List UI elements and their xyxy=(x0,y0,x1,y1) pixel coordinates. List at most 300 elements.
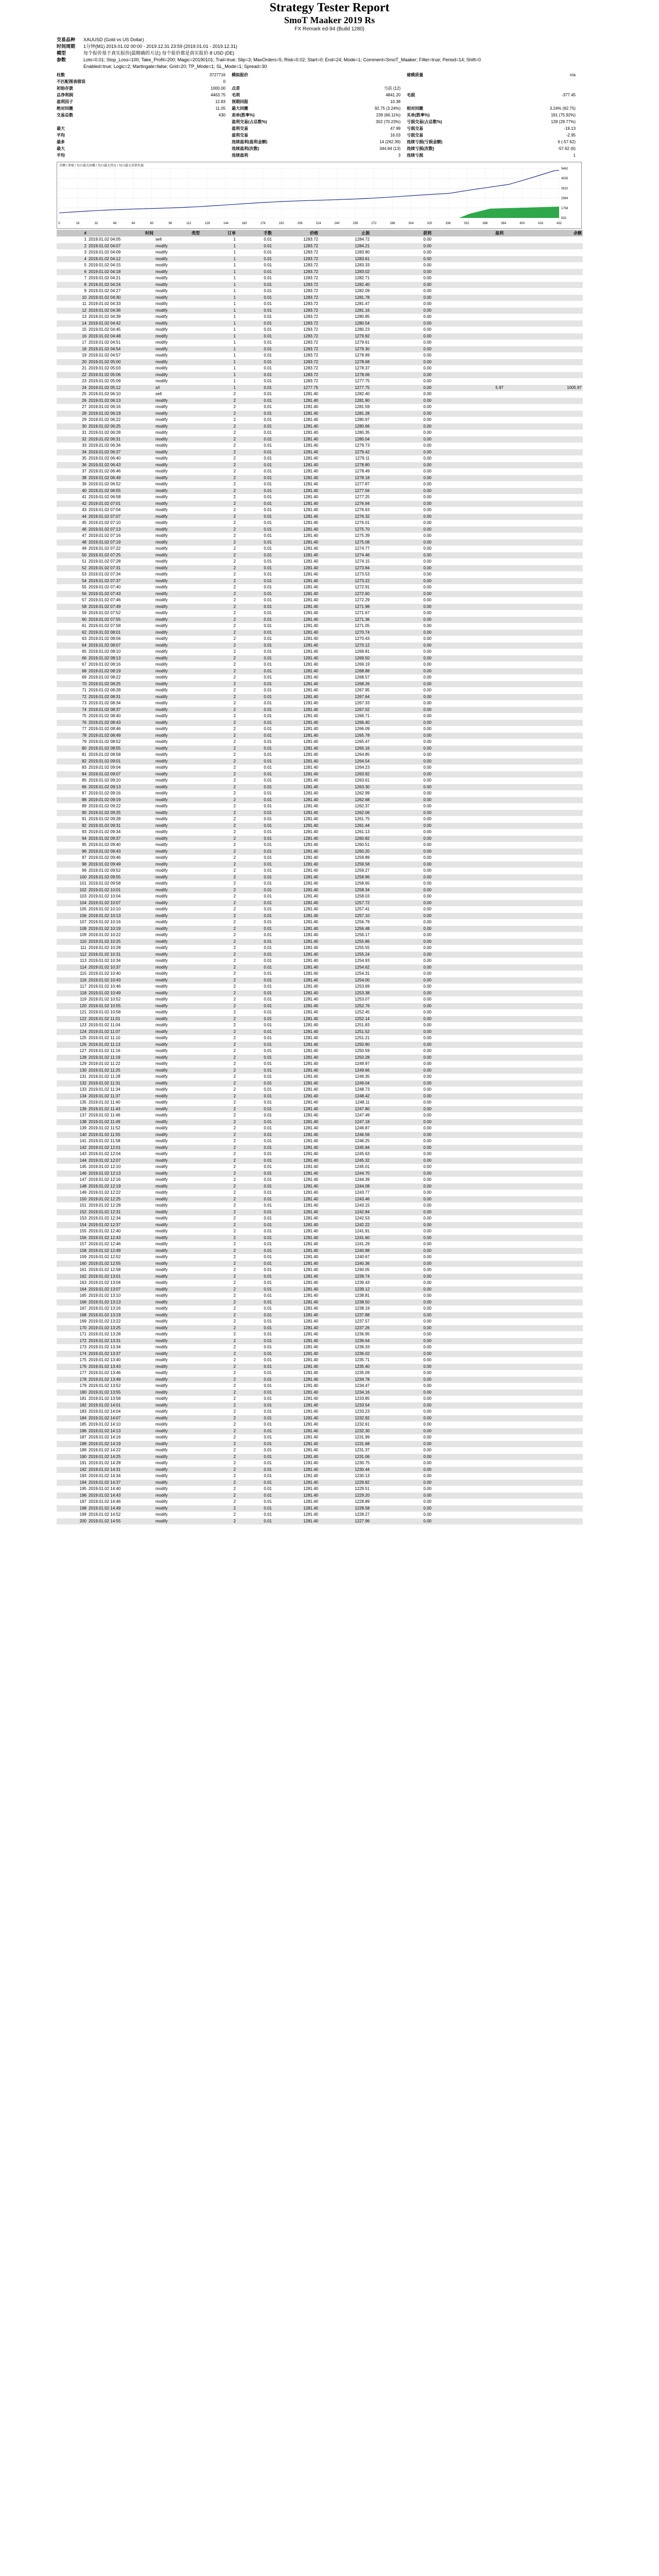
table-cell: 0.01 xyxy=(264,1512,272,1517)
table-cell: 1281.40 xyxy=(273,604,319,611)
table-row xyxy=(57,1318,583,1325)
table-cell: 17 xyxy=(82,340,86,345)
table-row xyxy=(57,314,583,320)
table-cell: 117 xyxy=(80,984,86,989)
table-cell xyxy=(505,1151,583,1158)
table-cell: 1281.40 xyxy=(303,688,318,693)
table-cell xyxy=(432,790,505,797)
table-row xyxy=(57,1106,583,1113)
table-cell: 2019.01.02 04:42 xyxy=(88,320,154,327)
table-cell: 0.01 xyxy=(264,739,272,744)
table-cell: 2 xyxy=(201,1145,237,1151)
table-cell: 2019.01.02 12:16 xyxy=(89,1177,121,1182)
table-cell: 1281.40 xyxy=(303,1499,318,1504)
table-cell: 2019.01.02 04:54 xyxy=(88,346,154,353)
summary-value: 430 xyxy=(218,113,226,117)
summary-key: 连续亏损(亏损金额) xyxy=(407,140,443,144)
report-build: FX Remark ed-94 (Build 1280) xyxy=(294,26,365,32)
table-cell: modify xyxy=(155,662,168,667)
table-cell: 0.01 xyxy=(237,1171,273,1177)
table-row xyxy=(57,1454,583,1461)
table-row xyxy=(57,1357,583,1364)
table-cell: modify xyxy=(154,1183,201,1190)
table-cell: 0.01 xyxy=(237,1274,273,1280)
table-row xyxy=(57,488,583,495)
table-cell: 184 xyxy=(57,1415,88,1422)
deals-table xyxy=(57,230,583,1524)
table-cell xyxy=(505,816,583,823)
table-cell xyxy=(505,790,583,797)
table-cell: 0.01 xyxy=(237,411,273,417)
table-cell: 1245.01 xyxy=(355,1164,370,1170)
table-cell: 0.01 xyxy=(237,436,273,443)
table-cell xyxy=(432,423,505,430)
table-cell: 13 xyxy=(82,314,86,319)
table-cell: modify xyxy=(154,939,201,945)
table-cell xyxy=(505,1318,583,1325)
table-cell xyxy=(505,475,583,482)
table-cell xyxy=(505,1344,583,1351)
table-cell: 1 xyxy=(201,243,237,250)
table-row xyxy=(57,520,583,527)
table-cell: 2 xyxy=(233,1048,236,1054)
table-row xyxy=(57,694,583,701)
table-cell: 1281.40 xyxy=(303,829,318,835)
table-cell: 0.01 xyxy=(237,668,273,675)
table-cell: 2019.01.02 13:58 xyxy=(89,1396,121,1401)
table-cell: 1281.40 xyxy=(273,655,319,662)
table-cell xyxy=(432,1202,505,1209)
table-cell: 0.00 xyxy=(371,823,432,829)
table-cell: 0.01 xyxy=(237,1183,273,1190)
table-cell: modify xyxy=(155,430,168,435)
table-cell: 1281.40 xyxy=(273,874,319,881)
table-cell: 1252.45 xyxy=(355,1010,370,1015)
table-cell: 0.00 xyxy=(423,933,431,938)
table-cell: 2019.01.02 08:52 xyxy=(89,739,121,744)
table-cell: 163 xyxy=(79,1280,86,1285)
table-cell: 0.01 xyxy=(237,398,273,404)
table-cell: 0.01 xyxy=(237,1299,273,1306)
table-cell xyxy=(505,1061,583,1067)
table-cell: 1281.40 xyxy=(303,752,318,757)
table-cell: 83 xyxy=(82,765,86,770)
summary-key: 柱数 xyxy=(57,73,65,77)
table-cell: 2 xyxy=(201,874,237,881)
table-cell xyxy=(505,449,583,456)
table-cell: 1281.40 xyxy=(273,475,319,482)
table-cell xyxy=(505,655,583,662)
table-cell xyxy=(432,1454,505,1461)
table-cell xyxy=(432,829,505,836)
table-cell: 187 xyxy=(79,1435,86,1440)
table-cell: 2019.01.02 11:10 xyxy=(89,1036,120,1041)
table-cell: modify xyxy=(154,1325,201,1332)
table-cell: modify xyxy=(154,861,201,868)
table-cell: 2 xyxy=(201,887,237,894)
table-row xyxy=(57,1486,583,1493)
table-cell: 0.01 xyxy=(237,552,273,559)
table-cell: 2 xyxy=(233,1435,236,1440)
table-cell: 0.00 xyxy=(423,1139,431,1144)
table-cell: 2019.01.02 09:16 xyxy=(89,791,121,796)
table-cell: 0.00 xyxy=(423,1383,431,1388)
table-cell: modify xyxy=(155,1396,168,1401)
table-cell: 0.00 xyxy=(371,887,432,894)
table-row xyxy=(57,990,583,997)
summary-key: 预期回报 xyxy=(232,99,248,104)
table-cell: 2019.01.02 09:58 xyxy=(89,881,121,886)
table-cell xyxy=(432,411,505,417)
table-cell xyxy=(505,900,583,907)
table-cell xyxy=(432,803,505,810)
table-cell xyxy=(505,249,583,256)
table-cell: 1281.40 xyxy=(273,797,319,804)
table-cell: 0.00 xyxy=(371,1145,432,1151)
y-tick-label: 2684 xyxy=(561,197,568,200)
table-cell: 1281.40 xyxy=(303,1164,318,1170)
table-cell: 1281.40 xyxy=(303,649,318,654)
table-cell: 2 xyxy=(233,623,236,629)
table-cell xyxy=(432,668,505,675)
table-cell: 1236.95 xyxy=(355,1332,370,1337)
table-cell: 0.01 xyxy=(264,1473,272,1479)
table-cell xyxy=(505,1067,583,1074)
table-cell: 2019.01.02 10:58 xyxy=(89,1010,121,1015)
table-cell: 2019.01.02 14:16 xyxy=(89,1435,121,1440)
table-cell xyxy=(432,906,505,913)
table-cell: 2019.01.02 04:36 xyxy=(88,308,154,314)
table-cell: 0.01 xyxy=(237,810,273,817)
table-cell xyxy=(505,630,583,636)
table-row xyxy=(57,874,583,881)
table-cell: 1236.64 xyxy=(319,1338,371,1345)
table-cell xyxy=(505,1099,583,1106)
table-row xyxy=(57,610,583,617)
table-cell: 1281.40 xyxy=(273,668,319,675)
table-cell: modify xyxy=(155,1087,168,1092)
table-cell: 2 xyxy=(233,817,236,822)
table-cell: modify xyxy=(155,649,168,654)
table-cell: 2019.01.02 10:10 xyxy=(89,907,121,912)
table-cell: 181 xyxy=(79,1396,86,1401)
table-cell: 1281.40 xyxy=(273,964,319,971)
table-cell: 0.00 xyxy=(371,836,432,842)
table-cell: 1283.72 xyxy=(273,372,319,379)
col-header: 时间 xyxy=(88,230,154,236)
meta-key xyxy=(57,63,83,70)
table-row xyxy=(57,558,583,565)
table-row xyxy=(57,662,583,668)
summary-row xyxy=(57,98,582,105)
col-header: 订单 xyxy=(201,230,237,236)
table-cell: modify xyxy=(154,1222,201,1229)
table-cell: 1 xyxy=(233,340,236,345)
table-cell xyxy=(505,527,583,533)
table-cell: 5.97 xyxy=(432,385,505,392)
table-cell: 1281.40 xyxy=(303,456,318,461)
table-cell: 2019.01.02 06:28 xyxy=(89,430,121,435)
table-cell xyxy=(432,1158,505,1164)
table-cell: 0.01 xyxy=(237,1389,273,1396)
table-cell: 0.00 xyxy=(423,366,431,371)
table-cell xyxy=(505,481,583,488)
table-cell: 0.00 xyxy=(423,1512,431,1517)
table-cell: 0.00 xyxy=(371,1415,432,1422)
table-cell: 1 xyxy=(233,263,236,268)
table-cell xyxy=(505,1486,583,1493)
table-row xyxy=(57,893,583,900)
summary-key: 买单(胜率%) xyxy=(407,113,430,117)
table-cell: modify xyxy=(155,353,168,358)
table-cell: 2 xyxy=(233,1293,236,1298)
table-cell: 1263.92 xyxy=(319,771,371,778)
table-cell: modify xyxy=(155,1435,168,1440)
table-cell: 2019.01.02 08:10 xyxy=(89,649,121,654)
table-row xyxy=(57,1074,583,1080)
table-cell: 1281.40 xyxy=(303,739,318,744)
table-cell: 1281.40 xyxy=(303,1332,318,1337)
table-cell xyxy=(432,449,505,456)
table-cell: 2 xyxy=(201,733,237,739)
table-cell: 0.01 xyxy=(264,276,272,281)
summary-row xyxy=(57,85,582,92)
table-cell: 0.01 xyxy=(237,501,273,507)
table-cell: 2019.01.02 07:37 xyxy=(88,578,154,585)
table-cell: 0.01 xyxy=(264,533,272,538)
table-cell: 164 xyxy=(57,1286,88,1293)
table-cell: 46 xyxy=(57,527,88,533)
table-cell xyxy=(432,333,505,340)
table-cell: 1229.51 xyxy=(355,1486,370,1492)
table-cell: 2019.01.02 05:09 xyxy=(89,379,121,384)
table-cell: 1283.02 xyxy=(319,269,371,276)
table-row xyxy=(57,604,583,611)
table-cell xyxy=(432,1421,505,1428)
table-cell: 2019.01.02 09:46 xyxy=(89,855,121,860)
table-cell: 1235.09 xyxy=(355,1370,370,1376)
table-cell: 2019.01.02 06:49 xyxy=(88,475,154,482)
table-cell xyxy=(505,1138,583,1145)
table-cell: 0.01 xyxy=(237,372,273,379)
table-cell xyxy=(505,1377,583,1383)
summary-value: n/a xyxy=(569,73,576,77)
table-cell: 148 xyxy=(57,1183,88,1190)
table-cell: 0.01 xyxy=(264,1409,272,1414)
table-cell: 24 xyxy=(57,385,88,392)
table-row xyxy=(57,784,583,791)
table-cell xyxy=(505,1009,583,1016)
table-cell xyxy=(505,333,583,340)
table-cell: 2 xyxy=(233,1087,236,1092)
table-cell xyxy=(432,514,505,520)
table-cell xyxy=(505,320,583,327)
table-cell: 0.01 xyxy=(264,443,272,448)
table-cell: 2019.01.02 10:43 xyxy=(88,977,154,984)
table-cell: 0.00 xyxy=(423,1023,431,1028)
table-cell: modify xyxy=(154,1003,201,1010)
table-cell: modify xyxy=(155,520,168,526)
table-cell: 61 xyxy=(82,623,86,629)
table-cell: 34 xyxy=(57,449,88,456)
table-cell: 0.01 xyxy=(237,887,273,894)
table-cell: 1283.72 xyxy=(303,237,318,242)
table-cell xyxy=(432,533,505,539)
table-cell: 2019.01.02 07:16 xyxy=(89,533,121,538)
table-cell: 1282.09 xyxy=(355,289,370,294)
table-cell: 35 xyxy=(82,456,86,461)
table-cell: 1242.84 xyxy=(319,1209,371,1216)
table-cell: 0.00 xyxy=(423,1203,431,1208)
table-cell xyxy=(505,913,583,920)
table-cell xyxy=(432,874,505,881)
table-cell xyxy=(505,552,583,559)
x-tick-label: 16 xyxy=(76,222,80,225)
table-cell: 0.01 xyxy=(264,791,272,796)
meta-key: 时间周期 xyxy=(57,44,76,49)
table-cell: 1280.97 xyxy=(355,417,370,422)
table-cell: 0.00 xyxy=(371,668,432,675)
table-cell xyxy=(432,1480,505,1486)
table-cell: 2 xyxy=(201,990,237,997)
table-cell: 0.00 xyxy=(371,243,432,250)
table-row xyxy=(57,880,583,887)
table-cell: 0.00 xyxy=(423,1422,431,1427)
table-cell xyxy=(505,1222,583,1229)
table-cell: 2019.01.02 13:13 xyxy=(88,1299,154,1306)
table-cell: 1 xyxy=(201,269,237,276)
table-cell: 2 xyxy=(233,1036,236,1041)
table-row xyxy=(57,507,583,514)
x-tick-label: 32 xyxy=(94,222,98,225)
table-cell: 2 xyxy=(233,1422,236,1427)
table-cell: modify xyxy=(155,829,168,835)
table-cell: modify xyxy=(155,739,168,744)
table-cell: 0.00 xyxy=(423,701,431,706)
table-row xyxy=(57,861,583,868)
summary-value: 3.24% (92.75) xyxy=(549,106,576,111)
table-cell: 2 xyxy=(233,894,236,899)
table-cell: modify xyxy=(155,920,168,925)
table-row xyxy=(57,1364,583,1370)
table-cell xyxy=(505,352,583,359)
table-cell: 0.01 xyxy=(237,462,273,469)
summary-key: 相对回撤 xyxy=(407,106,423,111)
table-cell: 0.00 xyxy=(371,1196,432,1203)
table-cell: 0.00 xyxy=(423,507,431,513)
table-row xyxy=(57,1190,583,1196)
table-cell: 2019.01.02 14:31 xyxy=(88,1467,154,1473)
table-cell: 1255.24 xyxy=(319,952,371,958)
table-cell: 0.00 xyxy=(371,1222,432,1229)
table-cell xyxy=(505,533,583,539)
table-cell xyxy=(505,1042,583,1048)
table-cell xyxy=(505,372,583,379)
table-cell xyxy=(505,1119,583,1126)
table-cell: 2019.01.02 06:40 xyxy=(89,456,121,461)
table-cell: 2019.01.02 06:52 xyxy=(89,482,121,487)
table-cell: 1272.60 xyxy=(319,591,371,598)
table-cell: 2019.01.02 04:27 xyxy=(89,289,121,294)
table-cell: 1260.20 xyxy=(319,849,371,855)
table-cell: 2019.01.02 14:13 xyxy=(88,1428,154,1435)
summary-key: 总净利润 xyxy=(57,93,73,97)
table-cell: 0.01 xyxy=(237,359,273,366)
table-cell: 1231.68 xyxy=(319,1441,371,1448)
x-tick-label: 384 xyxy=(501,222,507,225)
table-cell xyxy=(432,1441,505,1448)
table-cell: 0.01 xyxy=(237,771,273,778)
table-cell: 0.01 xyxy=(237,990,273,997)
table-cell: 199 xyxy=(79,1512,86,1517)
table-cell: 2 xyxy=(201,462,237,469)
table-cell: 190 xyxy=(57,1454,88,1461)
table-cell: 51 xyxy=(82,559,86,564)
table-cell: 95 xyxy=(82,842,86,848)
table-cell: 0.00 xyxy=(423,1113,431,1118)
table-cell: 1278.68 xyxy=(319,359,371,366)
table-cell: 79 xyxy=(82,739,86,744)
table-cell: 0.00 xyxy=(371,1029,432,1036)
table-cell: 2 xyxy=(201,1003,237,1010)
table-cell: modify xyxy=(154,1402,201,1409)
table-cell xyxy=(432,1512,505,1518)
table-cell: 2019.01.02 11:58 xyxy=(89,1139,120,1144)
table-cell: 1281.40 xyxy=(303,1151,318,1157)
table-cell: 2019.01.02 13:55 xyxy=(88,1389,154,1396)
table-cell: 1250.59 xyxy=(355,1048,370,1054)
table-cell: 136 xyxy=(57,1106,88,1113)
table-cell: 124 xyxy=(57,1029,88,1036)
table-cell: 2019.01.02 14:25 xyxy=(88,1454,154,1461)
table-cell xyxy=(432,1035,505,1042)
table-cell: 1281.40 xyxy=(303,585,318,590)
table-cell: 1283.72 xyxy=(303,289,318,294)
table-cell: 1273.53 xyxy=(355,572,370,577)
table-cell xyxy=(432,1325,505,1332)
table-cell xyxy=(505,945,583,952)
table-cell: modify xyxy=(155,1100,168,1105)
table-cell: 1 xyxy=(201,308,237,314)
table-cell: modify xyxy=(155,1061,168,1066)
table-cell: 140 xyxy=(57,1132,88,1139)
table-cell xyxy=(505,1402,583,1409)
table-cell xyxy=(432,1396,505,1402)
table-cell: modify xyxy=(155,1126,168,1131)
table-row xyxy=(57,1331,583,1338)
y-tick-label: 832 xyxy=(561,217,567,220)
table-cell: 37 xyxy=(82,469,86,474)
table-cell: 0.00 xyxy=(371,398,432,404)
table-cell xyxy=(432,314,505,320)
table-cell: 2019.01.02 09:31 xyxy=(88,823,154,829)
table-cell: 2 xyxy=(233,1151,236,1157)
table-cell: modify xyxy=(155,546,168,551)
table-cell: 170 xyxy=(57,1325,88,1332)
table-cell: 0.00 xyxy=(371,1377,432,1383)
table-cell: modify xyxy=(155,250,168,255)
table-cell: 0.01 xyxy=(264,1383,272,1388)
table-cell: 2 xyxy=(233,1345,236,1350)
col-header: 余额 xyxy=(505,230,583,236)
table-cell: 1279.73 xyxy=(355,443,370,448)
table-cell xyxy=(432,655,505,662)
table-cell: modify xyxy=(155,1422,168,1427)
table-cell xyxy=(432,739,505,745)
table-row xyxy=(57,1016,583,1023)
meta-value: XAUUSD (Gold vs US Dollar) xyxy=(83,37,144,42)
table-cell: modify xyxy=(154,1171,201,1177)
